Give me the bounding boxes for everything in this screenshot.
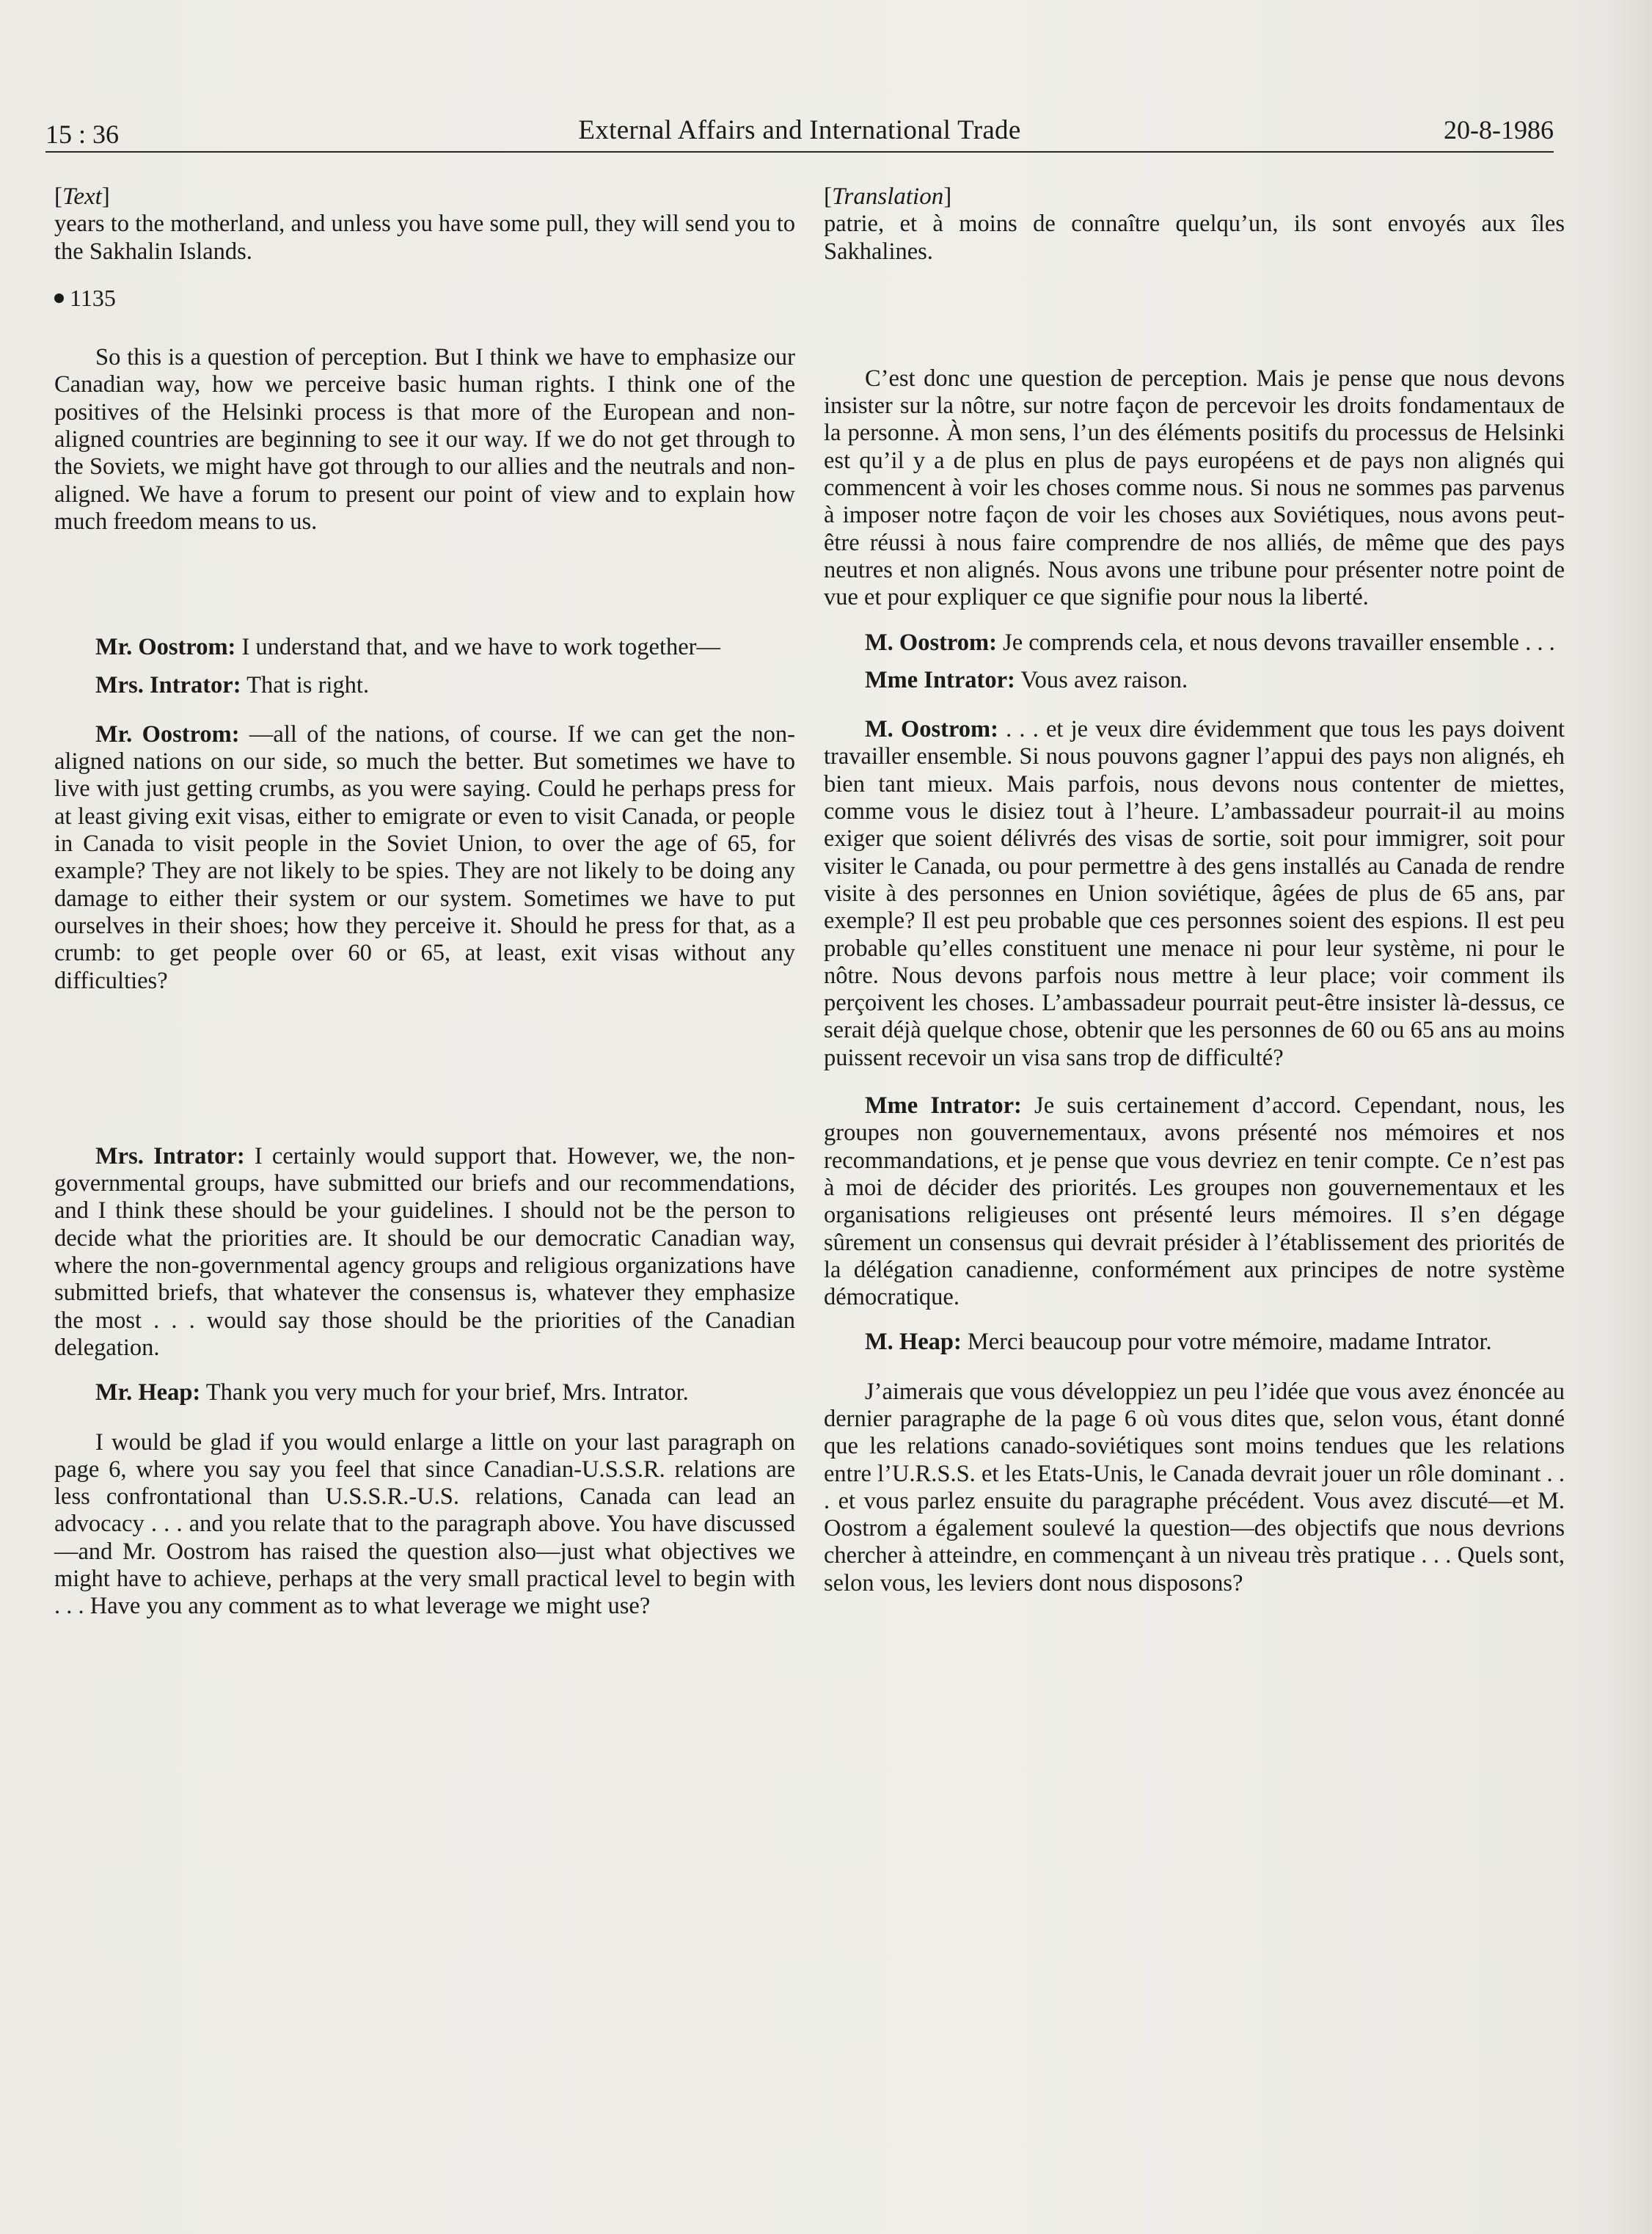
speaker-name: Mr. Heap:: [95, 1379, 201, 1406]
page-edge-shadow: [1601, 0, 1652, 2234]
page-number: 15 : 36: [45, 120, 120, 149]
speaker-name: Mme Intrator:: [865, 666, 1015, 693]
speaker-name: Mrs. Intrator:: [95, 1142, 245, 1169]
header-title: External Affairs and International Trade: [578, 115, 1021, 145]
paragraph: years to the motherland, and unless you have some pull, they will send you to the Sakhalin Islands.: [54, 211, 795, 265]
running-header: [45, 110, 1554, 153]
speaker-name: M. Oostrom:: [865, 629, 997, 656]
english-column: [54, 183, 795, 1621]
speech-oostrom: Mr. Oostrom: —all of the nations, of course. If we can get the non-aligned nations on our side, so much the better. But sometimes we have to live with just getting crumbs, as you were saying. Could he perhaps press for at least giving exit visas, either to emigrate or even to visit Canada, or people in Canada to visit people in the Soviet Union, to over the age of 65, for example? They are not likely to be spies. They are not likely to be doing any damage to either their system or our system. Sometimes we have to put ourselves in their shoes; how they perceive it. Should he press for that, as a crumb: to get people over 60 or 65, at least, exit visas without any difficulties?: [54, 720, 795, 994]
paragraph: J’aimerais que vous développiez un peu l’idée que vous avez énoncée au dernier paragraphe de la page 6 où vous dites que, selon vous, étant donné que les relations canado-soviétiques sont moins tendues que les relations entre l’U.R.S.S. et les Etats-Unis, le Canada devrait jouer un rôle dominant . . . et vous parlez ensuite du paragraphe précédent. Vous avez discuté—et M. Oostrom a également soulevé la question—des objectifs que nous devrions chercher à atteindre, en commençant à un niveau très pratique . . . Quels sont, selon vous, les leviers dont nous disposons?: [824, 1378, 1565, 1596]
paragraph: So this is a question of perception. But I think we have to emphasize our Canadian way, how we perceive basic human rights. I think one of the positives of the Helsinki process is that more of the European and non-aligned countries are beginning to see it our way. If we do not get through to the Soviets, we might have got through to our allies and the neutrals and non-aligned. We have a forum to present our point of view and to explain how much freedom means to us.: [54, 344, 795, 535]
speaker-name: Mme Intrator:: [865, 1092, 1022, 1120]
header-date: 20-8-1986: [1444, 115, 1554, 145]
speech-intrator: Mrs. Intrator: That is right.: [95, 671, 370, 698]
speech-intrator: Mrs. Intrator: I certainly would support that. However, we, the non-governmental groups, have submitted our briefs and our recommendations, and I think these should be your guidelines. I should not be the person to decide what the priorities are. It should be our democratic Canadian way, where the non-governmental agency groups and religious organizations have submitted briefs, that whatever the consensus is, whatever they emphasize the most . . . would say those should be the priorities of the Canadian delegation.: [54, 1142, 796, 1361]
speech-heap: M. Heap: Merci beaucoup pour votre mémoire, madame Intrator.: [865, 1329, 1492, 1356]
paragraph: C’est donc une question de perception. Mais je pense que nous devons insister sur la nôtre, sur notre façon de percevoir les droits fondamentaux de la personne. À mon sens, l’un des éléments positifs du processus de Helsinki est qu’il y a de plus en plus de pays européens et de pays non alignés qui commencent à voir les choses comme nous. Si nous ne sommes pas parvenus à imposer notre façon de voir les choses aux Soviétiques, nous avons peut-être réussi à nous faire comprendre de nos alliés, de même que des pays neutres et non alignés. Nous avons une tribune pour présenter notre point de vue et pour expliquer ce que signifie pour nous la liberté.: [824, 365, 1565, 611]
paragraph: patrie, et à moins de connaître quelqu’un, ils sont envoyés aux îles Sakhalines.: [824, 211, 1565, 265]
speech-oostrom: M. Oostrom: . . . et je veux dire évidemment que tous les pays doivent travailler ensemble. Si nous pouvons gagner l’appui des pays non alignés, eh bien tant mieux. Mais parfois, nous devons nous contenter de miettes, comme vous le disiez tout à l’heure. L’ambassadeur pourrait-il au moins exiger que soient délivrés des visas de sortie, soit pour immigrer, soit pour visiter le Canada, ou pour permettre à des gens installés au Canada de rendre visite à des personnes en Union soviétique, âgées de plus de 65 ans, par exemple? Il est peu probable que ces personnes soient des espions. Il est peu probable qu’elles constituent une menace ni pour leur système, ni pour le nôtre. Nous devons parfois nous mettre à leur place; voir comment ils perçoivent les choses. L’ambassadeur pourrait peut-être insister là-dessus, ce serait déjà quelque chose, obtenir que les personnes de 60 ou 65 ans au moins puissent recevoir un visa sans trop de difficulté?: [824, 716, 1565, 1071]
language-label: [Translation]: [824, 183, 952, 210]
speech-oostrom: Mr. Oostrom: I understand that, and we have to work together—: [95, 634, 720, 661]
language-label: [Text]: [54, 183, 110, 210]
speaker-name: Mr. Oostrom:: [95, 720, 240, 748]
speech-oostrom: M. Oostrom: Je comprends cela, et nous devons travailler ensemble . . .: [865, 629, 1555, 656]
speaker-name: Mrs. Intrator:: [95, 671, 241, 698]
speaker-name: M. Oostrom:: [865, 716, 998, 743]
speaker-name: Mr. Oostrom:: [95, 634, 236, 661]
speech-heap: Mr. Heap: Thank you very much for your brief, Mrs. Intrator.: [95, 1379, 689, 1406]
bullet-icon: [54, 293, 64, 303]
paragraph: I would be glad if you would enlarge a little on your last paragraph on page 6, where you say you feel that since Canadian-U.S.S.R. relations are less confrontational than U.S.S.R.-U.S. relations, Canada can lead an advocacy . . . and you relate that to the paragraph above. You have discussed—and Mr. Oostrom has raised the question also—just what objectives we might have to achieve, perhaps at the very small practical level to begin with . . . Have you any comment as to what leverage we might use?: [54, 1428, 795, 1620]
speaker-name: M. Heap:: [865, 1329, 962, 1356]
speech-intrator: Mme Intrator: Vous avez raison.: [865, 666, 1188, 693]
speech-intrator: Mme Intrator: Je suis certainement d’accord. Cependant, nous, les groupes non gouvernementaux, avons présenté nos mémoires et nos recommandations, et je pense que vous devriez en tenir compte. Ce n’est pas à moi de décider des priorités. Les groupes non gouvernementaux et les organisations religieuses ont présenté leurs mémoires. Il s’en dégage sûrement un consensus qui devrait présider à l’établissement des priorités de la délégation canadienne, conformément aux principes de notre système démocratique.: [824, 1092, 1565, 1311]
french-column: [824, 183, 1565, 1597]
time-marker: 1135: [54, 285, 795, 312]
